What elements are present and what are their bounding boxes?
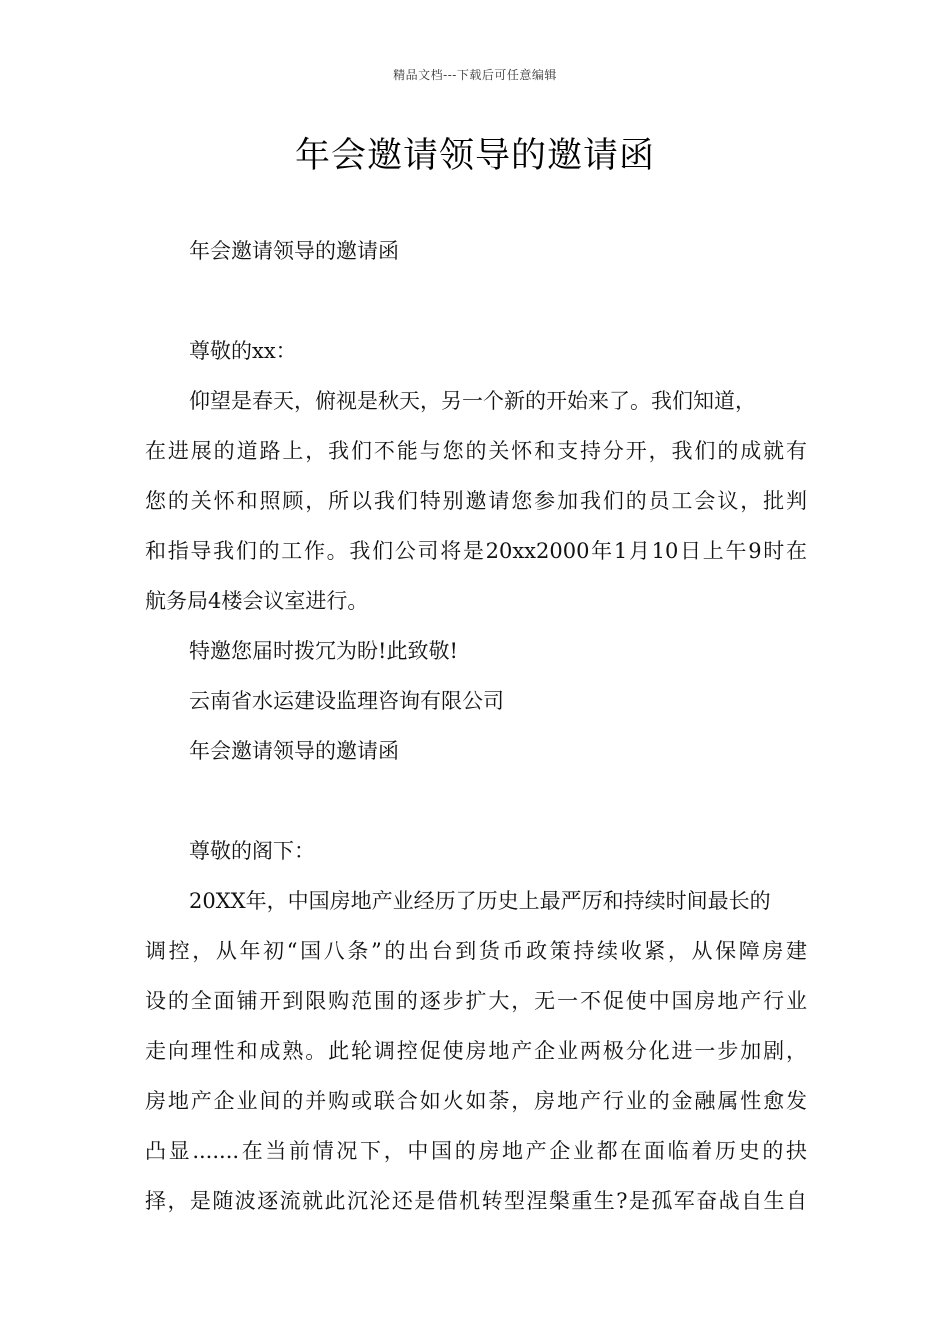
- closing-line: 特邀您届时拨冗为盼!此致敬!: [189, 639, 458, 663]
- paragraph-line: 走向理性和成熟。此轮调控促使房地产企业两极分化进一步加剧，: [145, 1039, 807, 1063]
- signature-line: 云南省水运建设监理咨询有限公司: [189, 689, 504, 713]
- document-title: 年会邀请领导的邀请函: [294, 136, 655, 176]
- salutation-line: 尊敬的阁下：: [189, 839, 315, 863]
- paragraph-line: 房地产企业间的并购或联合如火如荼，房地产行业的金融属性愈发: [145, 1089, 807, 1113]
- salutation-line: 尊敬的xx：: [189, 339, 297, 363]
- paragraph-line: 择，是随波逐流就此沉沦还是借机转型涅槃重生?是孤军奋战自生自: [145, 1189, 807, 1213]
- paragraph-line: 设的全面铺开到限购范围的逐步扩大，无一不促使中国房地产行业: [145, 989, 807, 1013]
- paragraph-line: 您的关怀和照顾，所以我们特别邀请您参加我们的员工会议，批判: [145, 489, 807, 513]
- paragraph-line: 20XX年，中国房地产业经历了历史上最严厉和持续时间最长的: [189, 889, 771, 913]
- paragraph-line: 凸显.......在当前情况下，中国的房地产企业都在面临着历史的抉: [145, 1139, 807, 1163]
- paragraph-line: 仰望是春天，俯视是秋天，另一个新的开始来了。我们知道，: [189, 389, 756, 413]
- paragraph-line: 在进展的道路上，我们不能与您的关怀和支持分开，我们的成就有: [145, 439, 807, 463]
- paragraph-line: 航务局4楼会议室进行。: [145, 589, 369, 613]
- subtitle-line: 年会邀请领导的邀请函: [189, 239, 399, 263]
- paragraph-line: 和指导我们的工作。我们公司将是20xx2000年1月10日上午9时在: [145, 539, 807, 563]
- paragraph-line: 调控，从年初“国八条”的出台到货币政策持续收紧，从保障房建: [145, 939, 807, 963]
- page-header: 精品文档---下载后可任意编辑: [393, 68, 557, 82]
- subtitle-line: 年会邀请领导的邀请函: [189, 739, 399, 763]
